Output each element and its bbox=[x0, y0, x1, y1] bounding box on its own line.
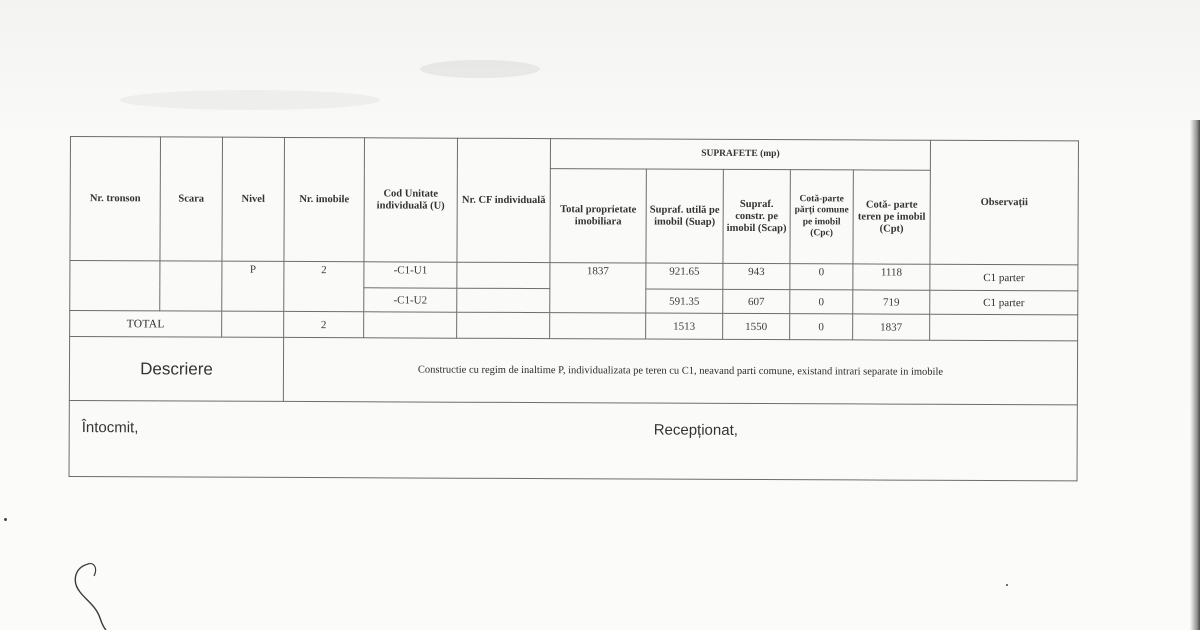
total-label: TOTAL bbox=[70, 311, 222, 338]
cell-scap: 943 bbox=[723, 263, 790, 289]
cell-cpc: 0 bbox=[790, 290, 853, 314]
cell-observatii: C1 parter bbox=[930, 264, 1078, 291]
property-register-table bbox=[69, 136, 1080, 481]
cell-nr-cf bbox=[457, 262, 550, 288]
header-total-proprietate: Total proprietate imobiliara bbox=[550, 169, 646, 263]
cell-cpc: 0 bbox=[790, 264, 853, 290]
cell-total-cpc: 0 bbox=[790, 314, 853, 340]
header-observatii: Observații bbox=[930, 140, 1079, 265]
signature-cell bbox=[69, 400, 1077, 480]
handwritten-signature bbox=[70, 560, 150, 630]
header-nr-cf: Nr. CF individuală bbox=[457, 138, 551, 262]
header-nivel: Nivel bbox=[222, 137, 285, 261]
cell-suap: 591.35 bbox=[646, 289, 723, 313]
cell-cpt: 719 bbox=[853, 290, 930, 314]
scan-speck bbox=[1006, 584, 1008, 586]
cell-scap: 607 bbox=[723, 289, 790, 313]
header-cota-teren: Cotă- parte teren pe imobil (Cpt) bbox=[853, 170, 930, 264]
table-row bbox=[70, 261, 1078, 291]
cell-total-suap: 1513 bbox=[646, 313, 723, 339]
cell-observatii: C1 parter bbox=[930, 290, 1078, 315]
cell-cod-unitate: -C1-U2 bbox=[364, 288, 457, 312]
header-supraf-utila: Supraf. utilă pe imobil (Suap) bbox=[646, 169, 723, 263]
scan-smudge bbox=[120, 90, 380, 110]
header-cod-unitate: Cod Unitate individuală (U) bbox=[364, 138, 458, 262]
cell-tronson bbox=[70, 261, 160, 311]
header-nr-imobile: Nr. imobile bbox=[284, 137, 365, 261]
cell-nr-imobile: 2 bbox=[284, 261, 364, 311]
cell-scara bbox=[160, 261, 222, 311]
cell-nr-cf bbox=[457, 288, 550, 312]
description-label: Descriere bbox=[69, 337, 283, 402]
description-text: Constructie cu regim de inaltime P, individualizata pe teren cu C1, neavand parti comune, existand intrari separate in imobile bbox=[283, 337, 1077, 404]
cell-total-scap: 1550 bbox=[723, 313, 790, 339]
intocmit-label: Întocmit, bbox=[81, 419, 139, 437]
cell-total-cod bbox=[364, 312, 457, 338]
receptionat-label: Recepționat, bbox=[653, 421, 738, 439]
scan-smudge bbox=[420, 60, 540, 78]
description-row bbox=[69, 337, 1077, 405]
cell-total-cf bbox=[457, 312, 550, 338]
cell-total-obs bbox=[930, 314, 1078, 341]
header-cota-parti-comune: Cotă-parte părți comune pe imobil (Cpc) bbox=[790, 170, 853, 264]
cell-suap: 921.65 bbox=[646, 263, 723, 289]
cell-total-nivel bbox=[222, 311, 284, 337]
header-tronson: Nr. tronson bbox=[70, 137, 161, 261]
cell-total-cpt: 1837 bbox=[853, 314, 930, 340]
header-suprafete: SUPRAFETE (mp) bbox=[550, 139, 930, 171]
cell-cod-unitate: -C1-U1 bbox=[364, 262, 457, 288]
scan-speck bbox=[4, 518, 7, 521]
cell-total-nr-imobile: 2 bbox=[284, 311, 364, 337]
header-row-1 bbox=[70, 137, 1078, 171]
header-supraf-constr: Supraf. constr. pe imobil (Scap) bbox=[723, 169, 790, 263]
page-edge-shadow bbox=[1190, 120, 1200, 630]
header-scara: Scara bbox=[160, 137, 223, 261]
cell-nivel: P bbox=[222, 261, 284, 311]
signature-row bbox=[69, 400, 1077, 480]
cell-cpt: 1118 bbox=[853, 264, 930, 290]
cell-total-proprietate: 1837 bbox=[550, 263, 646, 313]
cell-total-proprietate bbox=[550, 313, 646, 339]
